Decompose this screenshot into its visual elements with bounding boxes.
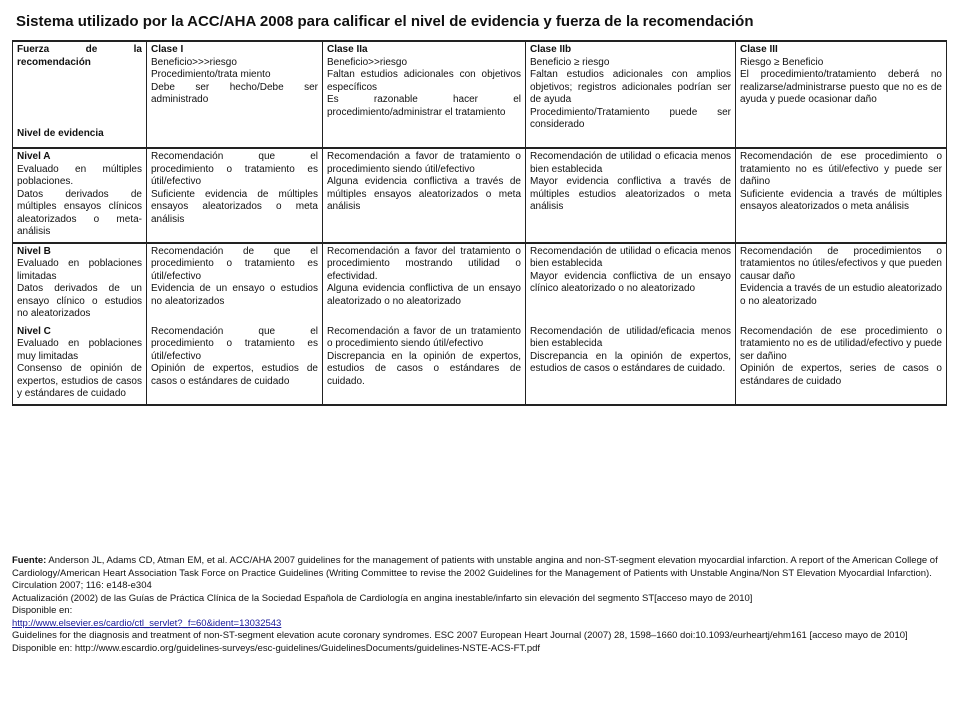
table-cell bbox=[526, 243, 736, 324]
cell-text: Recomendación de ese procedimiento o tratamiento no es de utilidad/efectivo y puede ser dañino bbox=[740, 325, 942, 362]
table-cell bbox=[323, 148, 526, 243]
nivel-label: Nivel de evidencia bbox=[17, 127, 104, 139]
page-title: Sistema utilizado por la ACC/AHA 2008 para calificar el nivel de evidencia y fuerza de la recomendación bbox=[16, 13, 754, 30]
cell-text: Discrepancia en la opinión de expertos, estudios de casos o estándares de cuidado. bbox=[327, 350, 521, 387]
cell-text: Recomendación de procedimientos o tratamientos no útiles/efectivos y que pueden causar daño bbox=[740, 245, 942, 282]
table-cell bbox=[147, 324, 323, 405]
table-cell bbox=[526, 148, 736, 243]
cell-text: Evidencia de un ensayo o estudios no aleatorizados bbox=[151, 283, 318, 307]
table-cell bbox=[323, 243, 526, 324]
fuente-paragraph bbox=[12, 555, 942, 593]
table-row-nivel-b bbox=[13, 243, 947, 324]
clase-iii-line: Riesgo ≥ Beneficio bbox=[740, 56, 824, 68]
header-clase-iib bbox=[526, 41, 736, 148]
cell-text: Recomendación que el procedimiento o tratamiento es útil/efectivo bbox=[151, 151, 318, 187]
clase-iia-line: Beneficio>>riesgo bbox=[327, 56, 408, 68]
cell-text: Recomendación de utilidad o eficacia menos bien establecida bbox=[530, 151, 731, 175]
cell-text: Opinión de expertos, estudios de casos o estándares de cuidado bbox=[151, 363, 318, 387]
cell-text: Recomendación de ese procedimiento o tratamiento no es útil/efectivo y puede ser dañino bbox=[740, 151, 942, 187]
table-row-nivel-c bbox=[13, 324, 947, 405]
nivel-desc: Evaluado en poblaciones muy limitadas bbox=[17, 338, 142, 362]
cell-text: Alguna evidencia conflictiva de un ensayo aleatorizado o no aleatorizado bbox=[327, 283, 521, 307]
header-corner-cell bbox=[13, 41, 147, 148]
elsevier-link[interactable]: http://www.elsevier.es/cardio/ctl_servlet?_f=60&ident=13032543 bbox=[12, 617, 282, 629]
recommendation-table bbox=[12, 40, 947, 406]
cell-text: Discrepancia en la opinión de expertos, estudios de casos o estándares de cuidado. bbox=[530, 350, 731, 374]
cell-text: Suficiente evidencia a través de múltiples ensayos aleatorizados o meta análisis bbox=[740, 188, 942, 212]
clase-iib-line: Faltan estudios adicionales con amplios objetivos; registros adicionales podrían ser de ayuda bbox=[530, 69, 731, 105]
nivel-a-cell bbox=[13, 148, 147, 243]
nivel-c-cell bbox=[13, 324, 147, 405]
table-cell bbox=[147, 243, 323, 324]
fuente-text: Anderson JL, Adams CD, Atman EM, et al. ACC/AHA 2007 guidelines for the management of patients with unstable angina and non-ST-segment elevation myocardial infarction. A report of the American College of Cardiology/American Heart Association Task Force on Practice Guidelines (Writing Committee to revise the 2002 Guidelines for the Management of Patients with Unstable Angina/Non ST Elevation Myocardial Infarction). Circulation 2007; 116: e148-e304 bbox=[12, 555, 938, 591]
clase-iia-line: Es razonable hacer el procedimiento/administrar el tratamiento bbox=[327, 94, 521, 118]
clase-iii-line: El procedimiento/tratamiento deberá no realizarse/administrarse puesto que no es de ayuda y puede ocasionar daño bbox=[740, 69, 942, 105]
cell-text: Recomendación a favor del tratamiento o procedimiento mostrando utilidad o efectividad. bbox=[327, 245, 521, 282]
fuerza-label: Fuerza de la recomendación bbox=[17, 44, 142, 68]
cell-text: Opinión de expertos, series de casos o estándares de cuidado bbox=[740, 363, 942, 387]
cell-text: Recomendación a favor de un tratamiento o procedimiento siendo útil/efectivo bbox=[327, 325, 521, 349]
table-cell bbox=[323, 324, 526, 405]
cell-text: Alguna evidencia conflictiva a través de múltiples ensayos aleatorizados o meta análisis bbox=[327, 176, 521, 212]
table-cell bbox=[736, 243, 947, 324]
cell-text: Evidencia a través de un estudio aleatorizado o no aleatorizado bbox=[740, 283, 942, 307]
cell-text: Suficiente evidencia de múltiples ensayos aleatorizados o meta análisis bbox=[151, 188, 318, 225]
nivel-b-cell bbox=[13, 243, 147, 324]
cell-text: Recomendación de utilidad o eficacia menos bien establecida bbox=[530, 245, 731, 269]
table-cell bbox=[526, 324, 736, 405]
nivel-desc: Consenso de opinión de expertos, estudios de casos y estándares de cuidado bbox=[17, 363, 142, 399]
clase-iib-title: Clase IIb bbox=[530, 44, 572, 55]
cell-text: Recomendación a favor de tratamiento o procedimiento siendo útil/efectivo bbox=[327, 151, 521, 175]
nivel-desc: Datos derivados de múltiples ensayos clínicos aleatorizados o meta-análisis bbox=[17, 188, 142, 237]
clase-iia-line: Faltan estudios adicionales con objetivos específicos bbox=[327, 69, 521, 93]
fuente-label: Fuente: bbox=[12, 555, 47, 566]
guidelines-text: Guidelines for the diagnosis and treatment of non-ST-segment elevation acute coronary syndromes. ESC 2007 European Heart Journal (2007) 28, 1598–1660 doi:10.1093/eurheartj/ehm161 [acceso mayo de 2010] Disponible en: http://www.escardio.org/guidelines-surveys/esc-guidelines/GuidelinesDocuments/guidelines-NSTE-ACS-FT.pdf bbox=[12, 630, 908, 654]
clase-iii-title: Clase III bbox=[740, 44, 778, 55]
cell-text: Mayor evidencia conflictiva de un ensayo clínico aleatorizado o no aleatorizado bbox=[530, 270, 731, 294]
table-cell bbox=[736, 324, 947, 405]
cell-text: Recomendación de que el procedimiento o tratamiento es útil/efectivo bbox=[151, 245, 318, 282]
nivel-desc: Evaluado en poblaciones limitadas bbox=[17, 258, 142, 282]
nivel-a-title: Nivel A bbox=[17, 151, 51, 162]
clase-i-title: Clase I bbox=[151, 44, 184, 55]
clase-i-line: Debe ser hecho/Debe ser administrado bbox=[151, 81, 318, 105]
nivel-desc: Evaluado en múltiples poblaciones. bbox=[17, 163, 142, 187]
clase-iia-title: Clase IIa bbox=[327, 44, 368, 55]
header-clase-iii bbox=[736, 41, 947, 148]
table-header-row bbox=[13, 41, 947, 148]
table-cell bbox=[736, 148, 947, 243]
source-notes bbox=[12, 555, 942, 655]
cell-text: Recomendación que el procedimiento o tratamiento es útil/efectivo bbox=[151, 325, 318, 362]
actualizacion-text: Actualización (2002) de las Guías de Práctica Clínica de la Sociedad Española de Cardiología en angina inestable/infarto sin elevación del segmento ST[acceso mayo de 2010] bbox=[12, 592, 753, 604]
nivel-b-title: Nivel B bbox=[17, 245, 51, 257]
cell-text: Recomendación de utilidad/eficacia menos bien establecida bbox=[530, 325, 731, 349]
nivel-desc: Datos derivados de un ensayo clínico o estudios no aleatorizados bbox=[17, 283, 142, 319]
clase-i-line: Beneficio>>>riesgo bbox=[151, 56, 237, 68]
header-clase-iia bbox=[323, 41, 526, 148]
cell-text: Mayor evidencia conflictiva a través de múltiples estudios aleatorizados o meta análisis bbox=[530, 176, 731, 212]
disponible-text: Disponible en: bbox=[12, 605, 73, 616]
table-cell bbox=[147, 148, 323, 243]
nivel-c-title: Nivel C bbox=[17, 325, 51, 337]
clase-iib-line: Beneficio ≥ riesgo bbox=[530, 56, 610, 68]
table-row-nivel-a bbox=[13, 148, 947, 243]
clase-iib-line: Procedimiento/Tratamiento puede ser considerado bbox=[530, 106, 731, 130]
clase-i-line: Procedimiento/trata miento bbox=[151, 69, 271, 80]
header-clase-i bbox=[147, 41, 323, 148]
